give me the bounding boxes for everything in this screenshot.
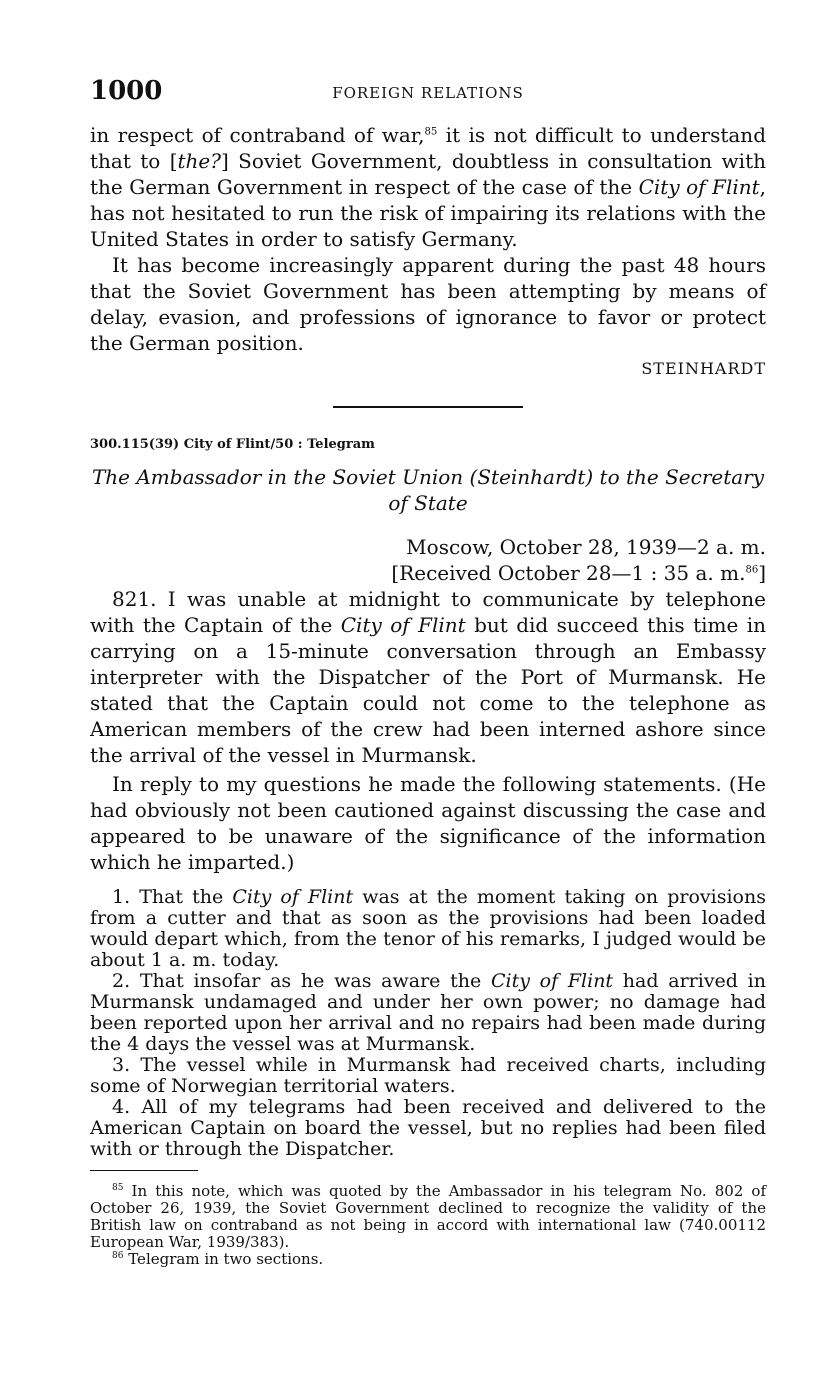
text-span: 1. That the	[112, 886, 233, 908]
received-text: [Received October 28—1 : 35 a. m.	[391, 561, 746, 585]
intro-paragraph-1	[90, 122, 766, 252]
page-number: 1000	[90, 76, 163, 106]
ship-name: City of Flint	[490, 970, 614, 992]
text-span: 2. That insofar as he was aware the	[112, 970, 491, 992]
document-title: The Ambassador in the Soviet Union (Steinhardt) to the Secretary of State	[91, 465, 765, 515]
footnote-divider	[90, 1170, 198, 1171]
ship-name: City of Flint	[232, 886, 354, 908]
footnote-mark: 86	[112, 1251, 124, 1261]
text-span: , has not hesitated to run the risk of impairing its relations with the United States in order to satisfy Germany.	[90, 175, 767, 251]
ship-name: City of Flint	[340, 613, 466, 637]
list-item	[90, 971, 766, 1055]
text-span: it is not difficult to understand that to [	[90, 123, 766, 173]
text-span: 821. I was unable at midnight to communicate by telephone with the Captain of the	[90, 587, 766, 637]
footnote-ref-85: 85	[424, 126, 438, 138]
text-span: had arrived in Murmansk undamaged and under her own power; no damage had been reported upon her arrival and no repairs had been made during the 4 days the vessel was at Murmansk.	[90, 970, 766, 1055]
footnotes	[90, 1183, 766, 1268]
text-span: ] Soviet Government, doubtless in consultation with the German Government in respect of the case of the	[90, 149, 766, 199]
telegram-paragraph-1	[90, 586, 766, 768]
text-span: but did succeed this time in carrying on a 15-minute conversation through an Embassy interpreter with the Dispatcher of the Port of Murmansk. He stated that the Captain could not come to the telephone as American members of the crew had been interned ashore since the arrival of the vessel in Murmansk.	[90, 613, 766, 767]
footnote-ref-86: 86	[745, 564, 759, 576]
dateline: Moscow, October 28, 1939—2 a. m.	[406, 535, 766, 559]
footnote-text: Telegram in two sections.	[123, 1250, 324, 1268]
page-header	[90, 76, 766, 116]
file-reference: 300.115(39) City of Flint/50 : Telegram	[90, 437, 375, 452]
text-span: was at the moment taking on provisions from a cutter and that as soon as the provisions had been loaded would depart which, from the tenor of his remarks, I judged would be about 1 a. m. today.	[90, 886, 766, 971]
intro-paragraph-2: It has become increasingly apparent during the past 48 hours that the Soviet Government has been attempting by means of delay, evasion, and professions of ignorance to favor or protect the German position.	[90, 253, 766, 355]
editorial-insertion: the?	[177, 149, 221, 173]
telegram-paragraph-2: In reply to my questions he made the following statements. (He had obviously not been cautioned against discussing the case and appeared to be unaware of the significance of the information which he imparted.)	[90, 772, 766, 874]
page-body	[90, 122, 766, 1268]
section-divider	[333, 406, 523, 408]
signature: STEINHARDT	[641, 359, 766, 378]
list-item	[90, 887, 766, 971]
ship-name: City of Flint	[638, 175, 760, 199]
received-bracket: ]	[758, 561, 766, 585]
footnote-mark: 85	[112, 1183, 124, 1193]
list-item: 4. All of my telegrams had been received and delivered to the American Captain on board the vessel, but no replies had been filed with or through the Dispatcher.	[90, 1096, 766, 1160]
running-head: FOREIGN RELATIONS	[332, 84, 524, 102]
footnote-text: In this note, which was quoted by the Ambassador in his telegram No. 802 of October 26, 1939, the Soviet Government declined to recognize the validity of the British law on contraband as not being in accord with international law (740.00112 European War, 1939/383).	[90, 1182, 766, 1251]
list-item: 3. The vessel while in Murmansk had received charts, including some of Norwegian territorial waters.	[90, 1054, 766, 1097]
received-line	[90, 560, 766, 586]
text-span: in respect of contraband of war,	[90, 123, 425, 147]
statements-list	[90, 887, 766, 1160]
footnote-85	[90, 1183, 766, 1251]
footnote-86	[90, 1251, 766, 1268]
